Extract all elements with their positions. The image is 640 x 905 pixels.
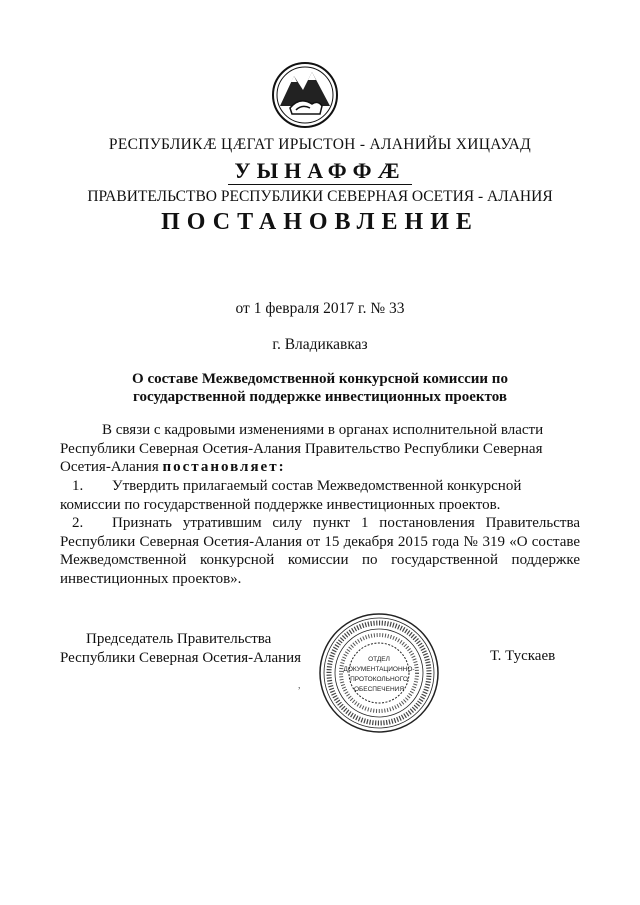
header-divider (228, 184, 412, 185)
signatory-title (60, 630, 301, 667)
document-city: г. Владикавказ (272, 336, 368, 353)
document-type-title: ПОСТАНОВЛЕНИЕ (161, 209, 479, 235)
signatory-name: Т. Тускаев (490, 648, 556, 664)
stamp-center-line-4: ОБЕСПЕЧЕНИЯ (353, 686, 405, 693)
subject-line-1: О составе Межведомственной конкурсной комиссии по (132, 371, 508, 387)
document-subject (0, 370, 640, 406)
signatory-title-line-2: Республики Северная Осетия-Алания (60, 649, 302, 666)
header-line-ossetian: РЕСПУБЛИКӔ ЦӔГАТ ИРЫСТОН - АЛАНИЙЫ ХИЦАУАД (108, 136, 532, 153)
subject-line-2: государственной поддержке инвестиционных проектов (133, 389, 507, 405)
item-1 (60, 477, 580, 514)
coat-of-arms-icon (270, 60, 340, 130)
item-2 (60, 514, 580, 588)
header-title-ossetian: УЫНАФФӔ (234, 158, 406, 183)
item-1-number: 1. (72, 478, 84, 494)
preamble-paragraph (60, 421, 580, 477)
stamp-center-line-3: ПРОТОКОЛЬНОГО (350, 676, 408, 683)
document-date-number: от 1 февраля 2017 г. № 33 (235, 300, 405, 317)
signatory-title-line-1: Председатель Правительства (86, 631, 272, 647)
item-1-text: Утвердить прилагаемый состав Межведомственной конкурсной комиссии по государственной поддержке инвестиционных проектов. (60, 478, 522, 513)
stray-mark: , (298, 680, 301, 691)
item-2-number: 2. (72, 515, 84, 531)
preamble-keyword: постановляет: (162, 459, 286, 475)
item-2-text: Признать утратившим силу пункт 1 постановления Правительства Республики Северная Осетия-Алания от 15 декабря 2015 года № 319 «О составе Межведомственной конкурсной комиссии по государственной поддержке инвестиционных проектов». (60, 515, 580, 587)
official-stamp (318, 612, 440, 734)
preamble-text: В связи с кадровыми изменениями в органах исполнительной власти Республики Северная Осетия-Алания Правительство Республики Северная Осетия-Алания (60, 422, 544, 475)
stamp-center-line-2: ДОКУМЕНТАЦИОННО- (343, 666, 415, 673)
stamp-center-line-1: ОТДЕЛ (368, 656, 390, 663)
header-line-russian: ПРАВИТЕЛЬСТВО РЕСПУБЛИКИ СЕВЕРНАЯ ОСЕТИЯ - АЛАНИЯ (87, 188, 553, 205)
